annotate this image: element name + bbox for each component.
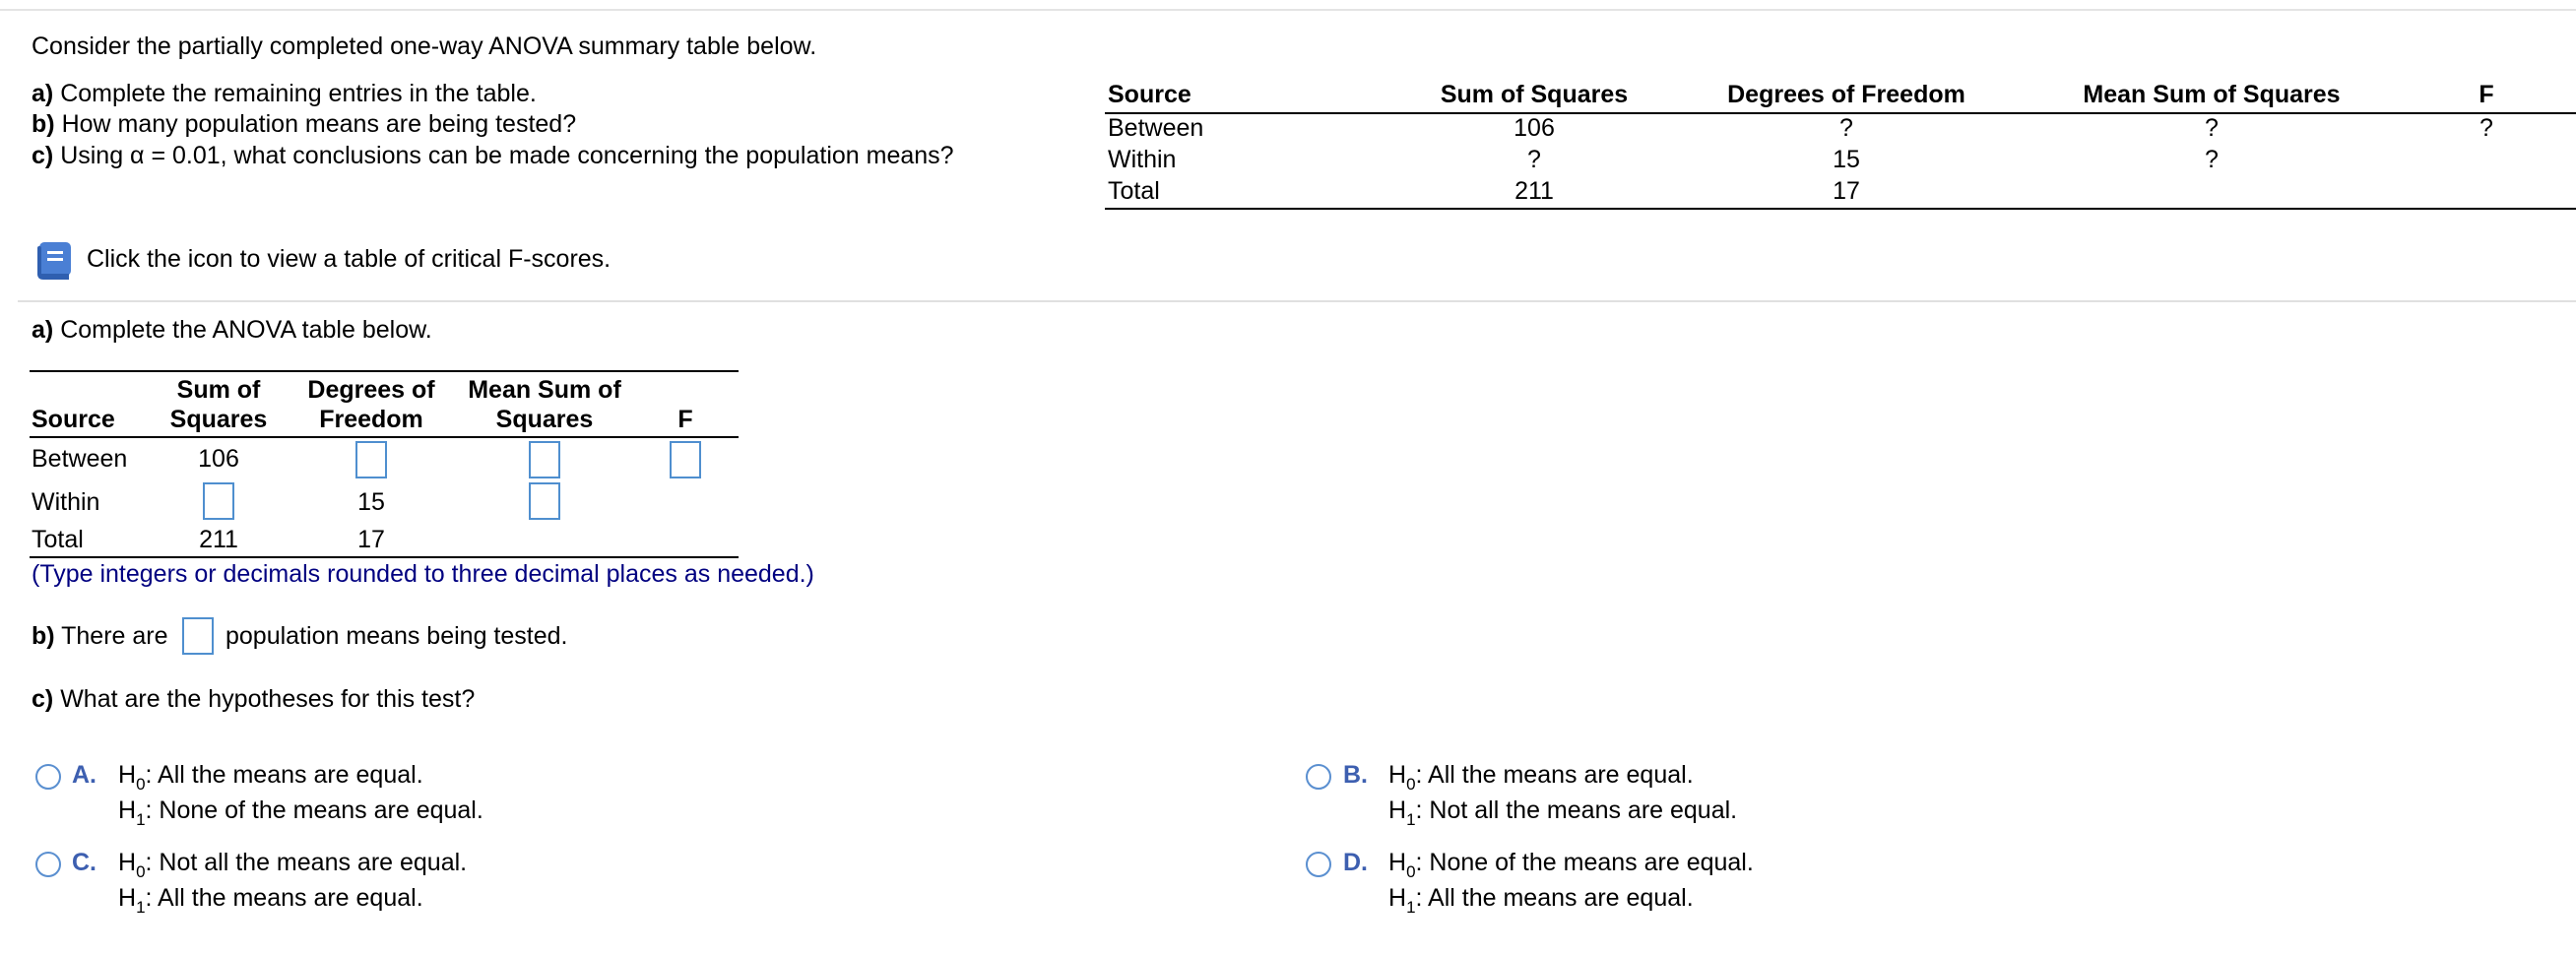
row-within-source: Within xyxy=(32,488,100,516)
option-a-radio[interactable] xyxy=(35,764,61,790)
option-b-radio[interactable] xyxy=(1306,764,1331,790)
ref-cell: ? xyxy=(2205,146,2219,173)
answer-top-rule xyxy=(30,370,739,372)
within-ss-input[interactable] xyxy=(203,482,234,520)
ref-cell: Within xyxy=(1108,146,1177,173)
ref-cell: 211 xyxy=(1514,177,1554,205)
between-ms-input[interactable] xyxy=(529,441,560,478)
answer-header-f: F xyxy=(677,406,693,433)
answer-format-hint: (Type integers or decimals rounded to three decimal places as needed.) xyxy=(32,560,814,588)
ref-header-f: F xyxy=(2479,81,2494,108)
ref-cell: ? xyxy=(1527,146,1541,173)
row-within-df: 15 xyxy=(357,488,385,516)
ref-cell: ? xyxy=(2479,114,2493,142)
part-b-before: b) There are xyxy=(32,622,168,650)
book-icon[interactable] xyxy=(33,240,75,282)
question-part-a: a) Complete the remaining entries in the table. xyxy=(32,80,537,107)
ref-header-source: Source xyxy=(1108,81,1191,108)
part-a-prompt: a) Complete the ANOVA table below. xyxy=(32,316,432,344)
option-c-h1: $H_1$: All the means are equal. xyxy=(118,884,423,917)
option-c-letter: C. xyxy=(72,849,97,876)
option-d-h0: $H_0$: None of the means are equal. xyxy=(1388,849,1754,881)
answer-header-source: Source xyxy=(32,406,115,433)
row-between-ss: 106 xyxy=(198,445,239,473)
ref-cell: Total xyxy=(1108,177,1160,205)
option-b-h1: $H_1$: Not all the means are equal. xyxy=(1388,796,1738,829)
option-a-letter: A. xyxy=(72,761,97,789)
part-b-after: population means being tested. xyxy=(225,622,568,650)
answer-header-rule xyxy=(30,436,739,438)
option-b-h0: $H_0$: All the means are equal. xyxy=(1388,761,1694,794)
icon-link-text: Click the icon to view a table of critical F-scores. xyxy=(87,245,612,273)
question-part-b: b) How many population means are being tested? xyxy=(32,110,577,138)
ref-cell: 17 xyxy=(1833,177,1860,205)
answer-header-ms-1: Mean Sum of xyxy=(468,376,621,404)
population-means-count-input[interactable] xyxy=(182,617,214,655)
answer-header-df-2: Freedom xyxy=(319,406,423,433)
part-c-prompt: c) What are the hypotheses for this test? xyxy=(32,685,476,713)
row-total-ss: 211 xyxy=(199,526,238,553)
option-d-radio[interactable] xyxy=(1306,852,1331,877)
ref-cell: 106 xyxy=(1513,114,1555,142)
answer-header-ss-2: Squares xyxy=(169,406,268,433)
ref-header-ss: Sum of Squares xyxy=(1440,81,1629,108)
option-c-radio[interactable] xyxy=(35,852,61,877)
option-b-letter: B. xyxy=(1343,761,1368,789)
row-between-source: Between xyxy=(32,445,128,473)
question-part-c: c) Using α = 0.01, what conclusions can be made concerning the population means? xyxy=(32,142,954,169)
within-ms-input[interactable] xyxy=(529,482,560,520)
option-a-h0: $H_0$: All the means are equal. xyxy=(118,761,423,794)
option-d-letter: D. xyxy=(1343,849,1368,876)
question-intro: Consider the partially completed one-way ANOVA summary table below. xyxy=(32,32,817,60)
option-d-h1: $H_1$: All the means are equal. xyxy=(1388,884,1694,917)
ref-bottom-rule xyxy=(1105,208,2576,210)
ref-cell: 15 xyxy=(1833,146,1860,173)
answer-header-ms-2: Squares xyxy=(495,406,594,433)
ref-cell: Between xyxy=(1108,114,1204,142)
ref-cell: ? xyxy=(2205,114,2219,142)
answer-header-ss-1: Sum of xyxy=(176,376,261,404)
between-f-input[interactable] xyxy=(670,441,701,478)
answer-header-df-1: Degrees of xyxy=(307,376,435,404)
row-total-df: 17 xyxy=(357,526,385,553)
row-total-source: Total xyxy=(32,526,84,553)
ref-cell: ? xyxy=(1839,114,1853,142)
option-a-h1: $H_1$: None of the means are equal. xyxy=(118,796,483,829)
section-divider xyxy=(18,300,2576,302)
ref-header-ms: Mean Sum of Squares xyxy=(2083,81,2341,108)
option-c-h0: $H_0$: Not all the means are equal. xyxy=(118,849,468,881)
between-df-input[interactable] xyxy=(355,441,387,478)
answer-bottom-rule xyxy=(30,556,739,558)
top-divider xyxy=(0,9,2576,11)
ref-header-df: Degrees of Freedom xyxy=(1727,81,1965,108)
